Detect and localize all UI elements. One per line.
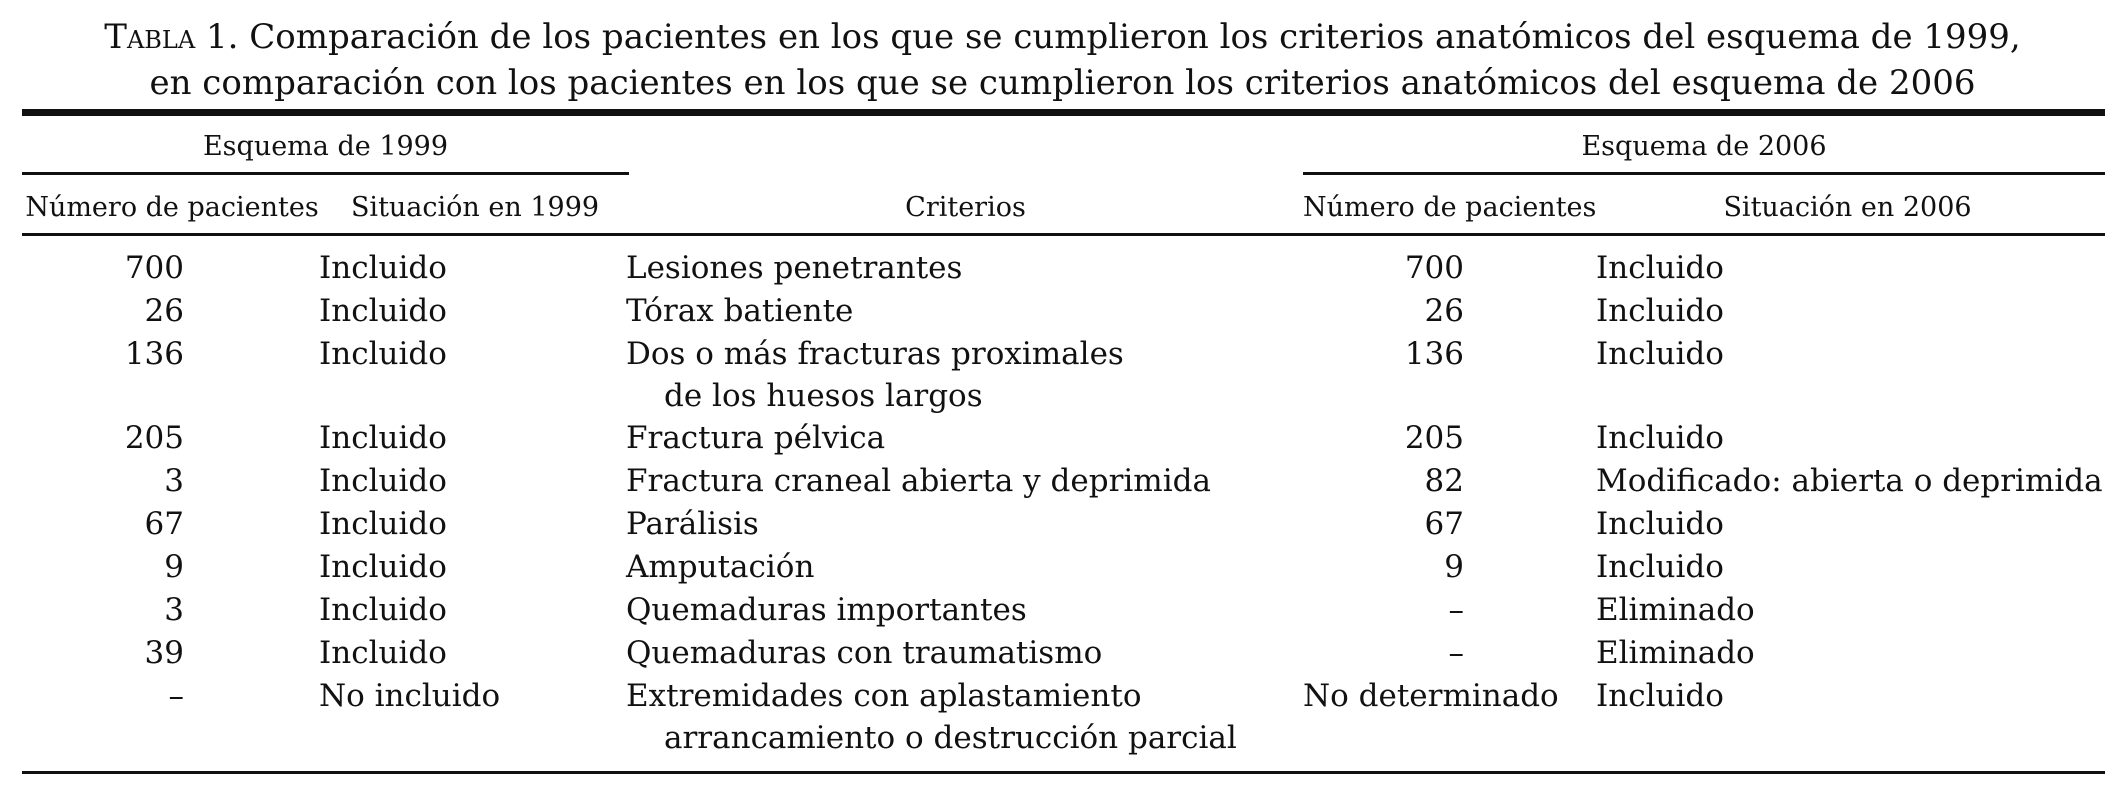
cell-sit-1999: Incluido: [319, 592, 447, 628]
cell-criterio: [626, 290, 1306, 332]
caption-line-1: [0, 14, 2125, 60]
table-row: [0, 589, 2125, 632]
cell-criterio: [626, 333, 1306, 417]
column-header-num-2006: Número de pacientes: [1303, 192, 1597, 223]
cell-num-2006: 9: [1444, 549, 1464, 585]
cell-num-1999: –: [168, 678, 184, 714]
criterio-text: Extremidades con aplastamiento: [626, 678, 1142, 714]
column-header-num-1999: Número de pacientes: [25, 192, 319, 223]
cell-sit-2006: Incluido: [1596, 293, 1724, 329]
cell-num-1999: 205: [124, 420, 184, 456]
cell-num-2006: 136: [1404, 336, 1464, 372]
cell-sit-2006: Incluido: [1596, 549, 1724, 585]
cell-sit-2006: Incluido: [1596, 336, 1724, 372]
cell-sit-1999: Incluido: [319, 293, 447, 329]
cell-num-1999: 39: [144, 635, 184, 671]
table-row: [0, 417, 2125, 460]
column-header-sit-1999: Situación en 1999: [350, 192, 600, 223]
cell-sit-1999: Incluido: [319, 506, 447, 542]
cell-num-1999: 9: [164, 549, 184, 585]
cell-sit-1999: Incluido: [319, 336, 447, 372]
header-rule: [22, 233, 2105, 236]
cell-sit-2006: Eliminado: [1596, 592, 1755, 628]
caption-text-2: en comparación con los pacientes en los que se cumplieron los criterios anatómicos del esquema de 2006: [149, 63, 1976, 103]
cell-criterio: [626, 675, 1306, 759]
criterio-text: Parálisis: [626, 506, 759, 542]
table-row: [0, 290, 2125, 333]
criterio-continuation: de los huesos largos: [664, 378, 983, 414]
cell-sit-2006: Modificado: abierta o deprimida: [1596, 463, 2103, 499]
cell-sit-2006: Incluido: [1596, 678, 1724, 714]
cell-num-1999: 136: [124, 336, 184, 372]
group-header-2006: Esquema de 2006: [1581, 131, 1827, 162]
criterio-text: Amputación: [626, 549, 815, 585]
cell-sit-1999: No incluido: [319, 678, 501, 714]
cell-sit-2006: Incluido: [1596, 420, 1724, 456]
top-rule: [22, 109, 2105, 116]
group-rule-2006: [1303, 172, 2105, 175]
cell-criterio: [626, 589, 1306, 631]
group-rule-1999: [22, 172, 629, 175]
table-row: [0, 333, 2125, 417]
column-header-criterios: Criterios: [905, 192, 1026, 223]
table-row: [0, 546, 2125, 589]
cell-sit-2006: Incluido: [1596, 506, 1724, 542]
group-header-1999: Esquema de 1999: [202, 131, 449, 162]
cell-num-2006: –: [1448, 635, 1464, 671]
criterio-text: Quemaduras con traumatismo: [626, 635, 1103, 671]
cell-criterio: [626, 460, 1306, 502]
cell-num-2006: 82: [1424, 463, 1464, 499]
cell-num-1999: 3: [164, 463, 184, 499]
cell-num-2006: 700: [1404, 250, 1464, 286]
column-header-sit-2006: Situación en 2006: [1723, 192, 1972, 223]
cell-sit-1999: Incluido: [319, 463, 447, 499]
cell-num-1999: 67: [144, 506, 184, 542]
table-caption: [0, 14, 2125, 106]
criterio-text: Lesiones penetrantes: [626, 250, 963, 286]
cell-num-1999: 700: [124, 250, 184, 286]
cell-sit-1999: Incluido: [319, 549, 447, 585]
cell-num-1999: 26: [144, 293, 184, 329]
table-row: [0, 632, 2125, 675]
cell-num-2006: 26: [1424, 293, 1464, 329]
cell-criterio: [626, 632, 1306, 674]
cell-num-2006: No determinado: [1303, 678, 1559, 714]
cell-num-2006: 205: [1404, 420, 1464, 456]
criterio-continuation: arrancamiento o destrucción parcial: [664, 720, 1237, 756]
criterio-text: Fractura pélvica: [626, 420, 886, 456]
table-row: [0, 503, 2125, 546]
criterio-text: Fractura craneal abierta y deprimida: [626, 463, 1211, 499]
cell-criterio: [626, 503, 1306, 545]
cell-num-2006: 67: [1424, 506, 1464, 542]
table-body: [0, 247, 2125, 759]
table-label: Tabla 1.: [104, 17, 239, 57]
cell-criterio: [626, 546, 1306, 588]
cell-criterio: [626, 417, 1306, 459]
cell-sit-1999: Incluido: [319, 420, 447, 456]
bottom-rule: [22, 771, 2105, 774]
cell-sit-1999: Incluido: [319, 250, 447, 286]
cell-num-2006: –: [1448, 592, 1464, 628]
criterio-text: Quemaduras importantes: [626, 592, 1027, 628]
cell-sit-2006: Eliminado: [1596, 635, 1755, 671]
caption-text-1: Comparación de los pacientes en los que se cumplieron los criterios anatómicos del esquema de 1999,: [249, 17, 2021, 57]
table-row: [0, 247, 2125, 290]
cell-sit-1999: Incluido: [319, 635, 447, 671]
cell-num-1999: 3: [164, 592, 184, 628]
cell-sit-2006: Incluido: [1596, 250, 1724, 286]
criterio-text: Tórax batiente: [626, 293, 854, 329]
cell-criterio: [626, 247, 1306, 289]
table-row: [0, 675, 2125, 759]
criterio-text: Dos o más fracturas proximales: [626, 336, 1124, 372]
table-row: [0, 460, 2125, 503]
